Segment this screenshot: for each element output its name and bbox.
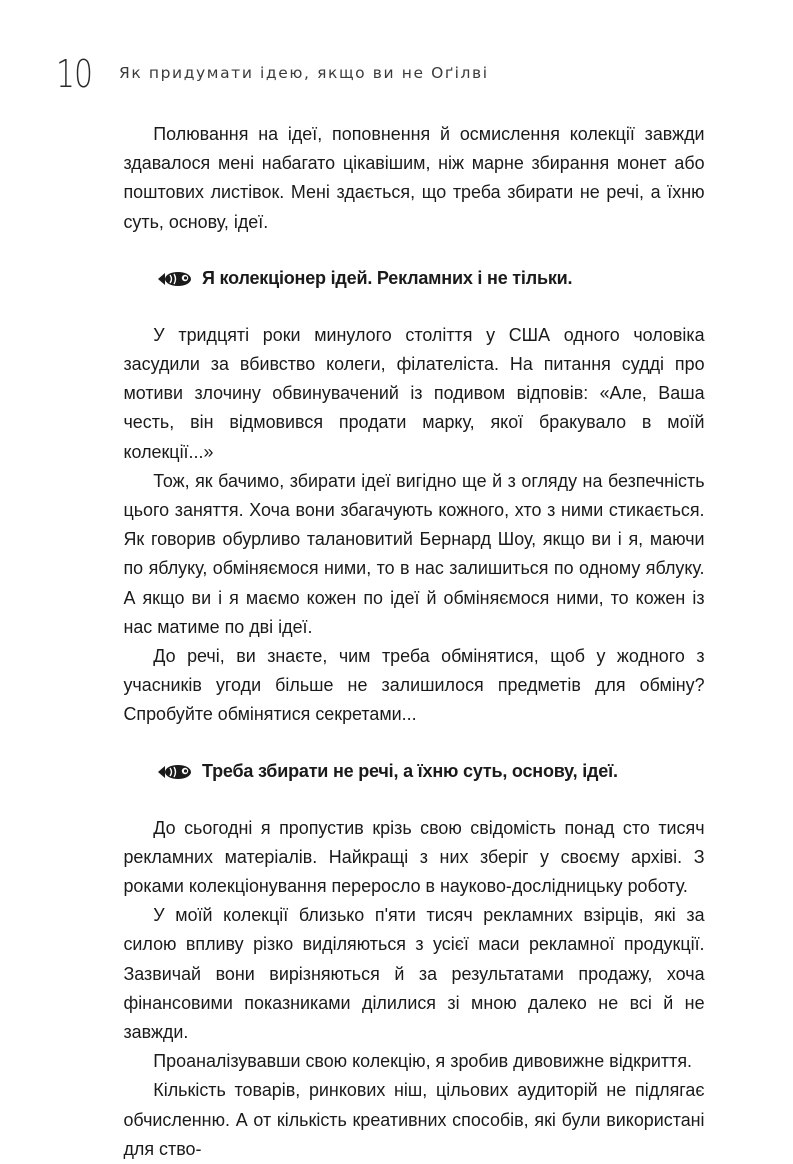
callout — [156, 259, 706, 299]
callout — [156, 752, 706, 792]
paragraph: Проаналізувавши свою колекцію, я зробив дивовижне відкриття. — [153, 1051, 693, 1072]
paragraph: До речі, ви знаєте, чим треба обмінятися, щоб у жодного з учасників угоди більше не залишилося предметів для обміну? Спробуйте обмінятися секретами... — [123, 646, 705, 725]
paragraph: У тридцяті роки минулого століття у США одного чоловіка засудили за вбивство колеги, філателіста. На питання судді про мотиви злочину обвинувачений із подивом відповів: «Але, Ваша честь, він відмовився продати марку, якої бракувало в моїй колекції...» — [123, 324, 705, 462]
paragraph: Кількість товарів, ринкових ніш, цільових аудиторій не підлягає обчисленню. А от кількість креативних способів, які були використані для ство- — [123, 1080, 705, 1159]
paragraph: У моїй колекції близько п'яти тисяч рекламних взірців, які за силою впливу різко виділяються з усієї маси рекламної продукції. Зазвичай вони вирізняються й за результатами продажу, хоча фінансовими показниками ділилися зі мною далеко не всі й не завжди. — [123, 905, 705, 1043]
running-title: Як придумати ідею, якщо ви не Оґілві — [119, 64, 489, 82]
paragraph: До сьогодні я пропустив крізь свою свідомість понад сто тисяч рекламних матеріалів. Найкращі з них зберіг у своєму архіві. З роками колекціонування переросло в науково-дослідницьку роботу. — [123, 817, 705, 897]
page-number: 10 — [56, 52, 93, 96]
page-body — [122, 120, 706, 1164]
callout-text: Я колекціонер ідей. Рекламних і не тільки. — [202, 268, 573, 289]
fish-icon — [156, 763, 194, 781]
callout-text: Треба збирати не речі, а їхню суть, основу, ідеї. — [202, 761, 618, 782]
paragraph: Полювання на ідеї, поповнення й осмислення колекції завжди здавалося мені набагато цікавішим, ніж марне збирання монет або поштових листівок. Мені здається, що треба збирати не речі, а їхню суть, основу, ідеї. — [123, 124, 705, 232]
fish-icon — [156, 270, 194, 288]
paragraph: Тож, як бачимо, збирати ідеї вигідно ще й з огляду на безпечність цього заняття. Хоча вони збагачують кожного, хто з ними стикається. Як говорив обурливо талановитий Бернард Шоу, якщо ви і я, маючи по яблуку, обміняємося ними, то в нас залишиться по одному яблуку. А якщо ви і я маємо кожен по ідеї й обміняємося ними, то кожен із нас матиме по дві ідеї. — [123, 470, 705, 637]
